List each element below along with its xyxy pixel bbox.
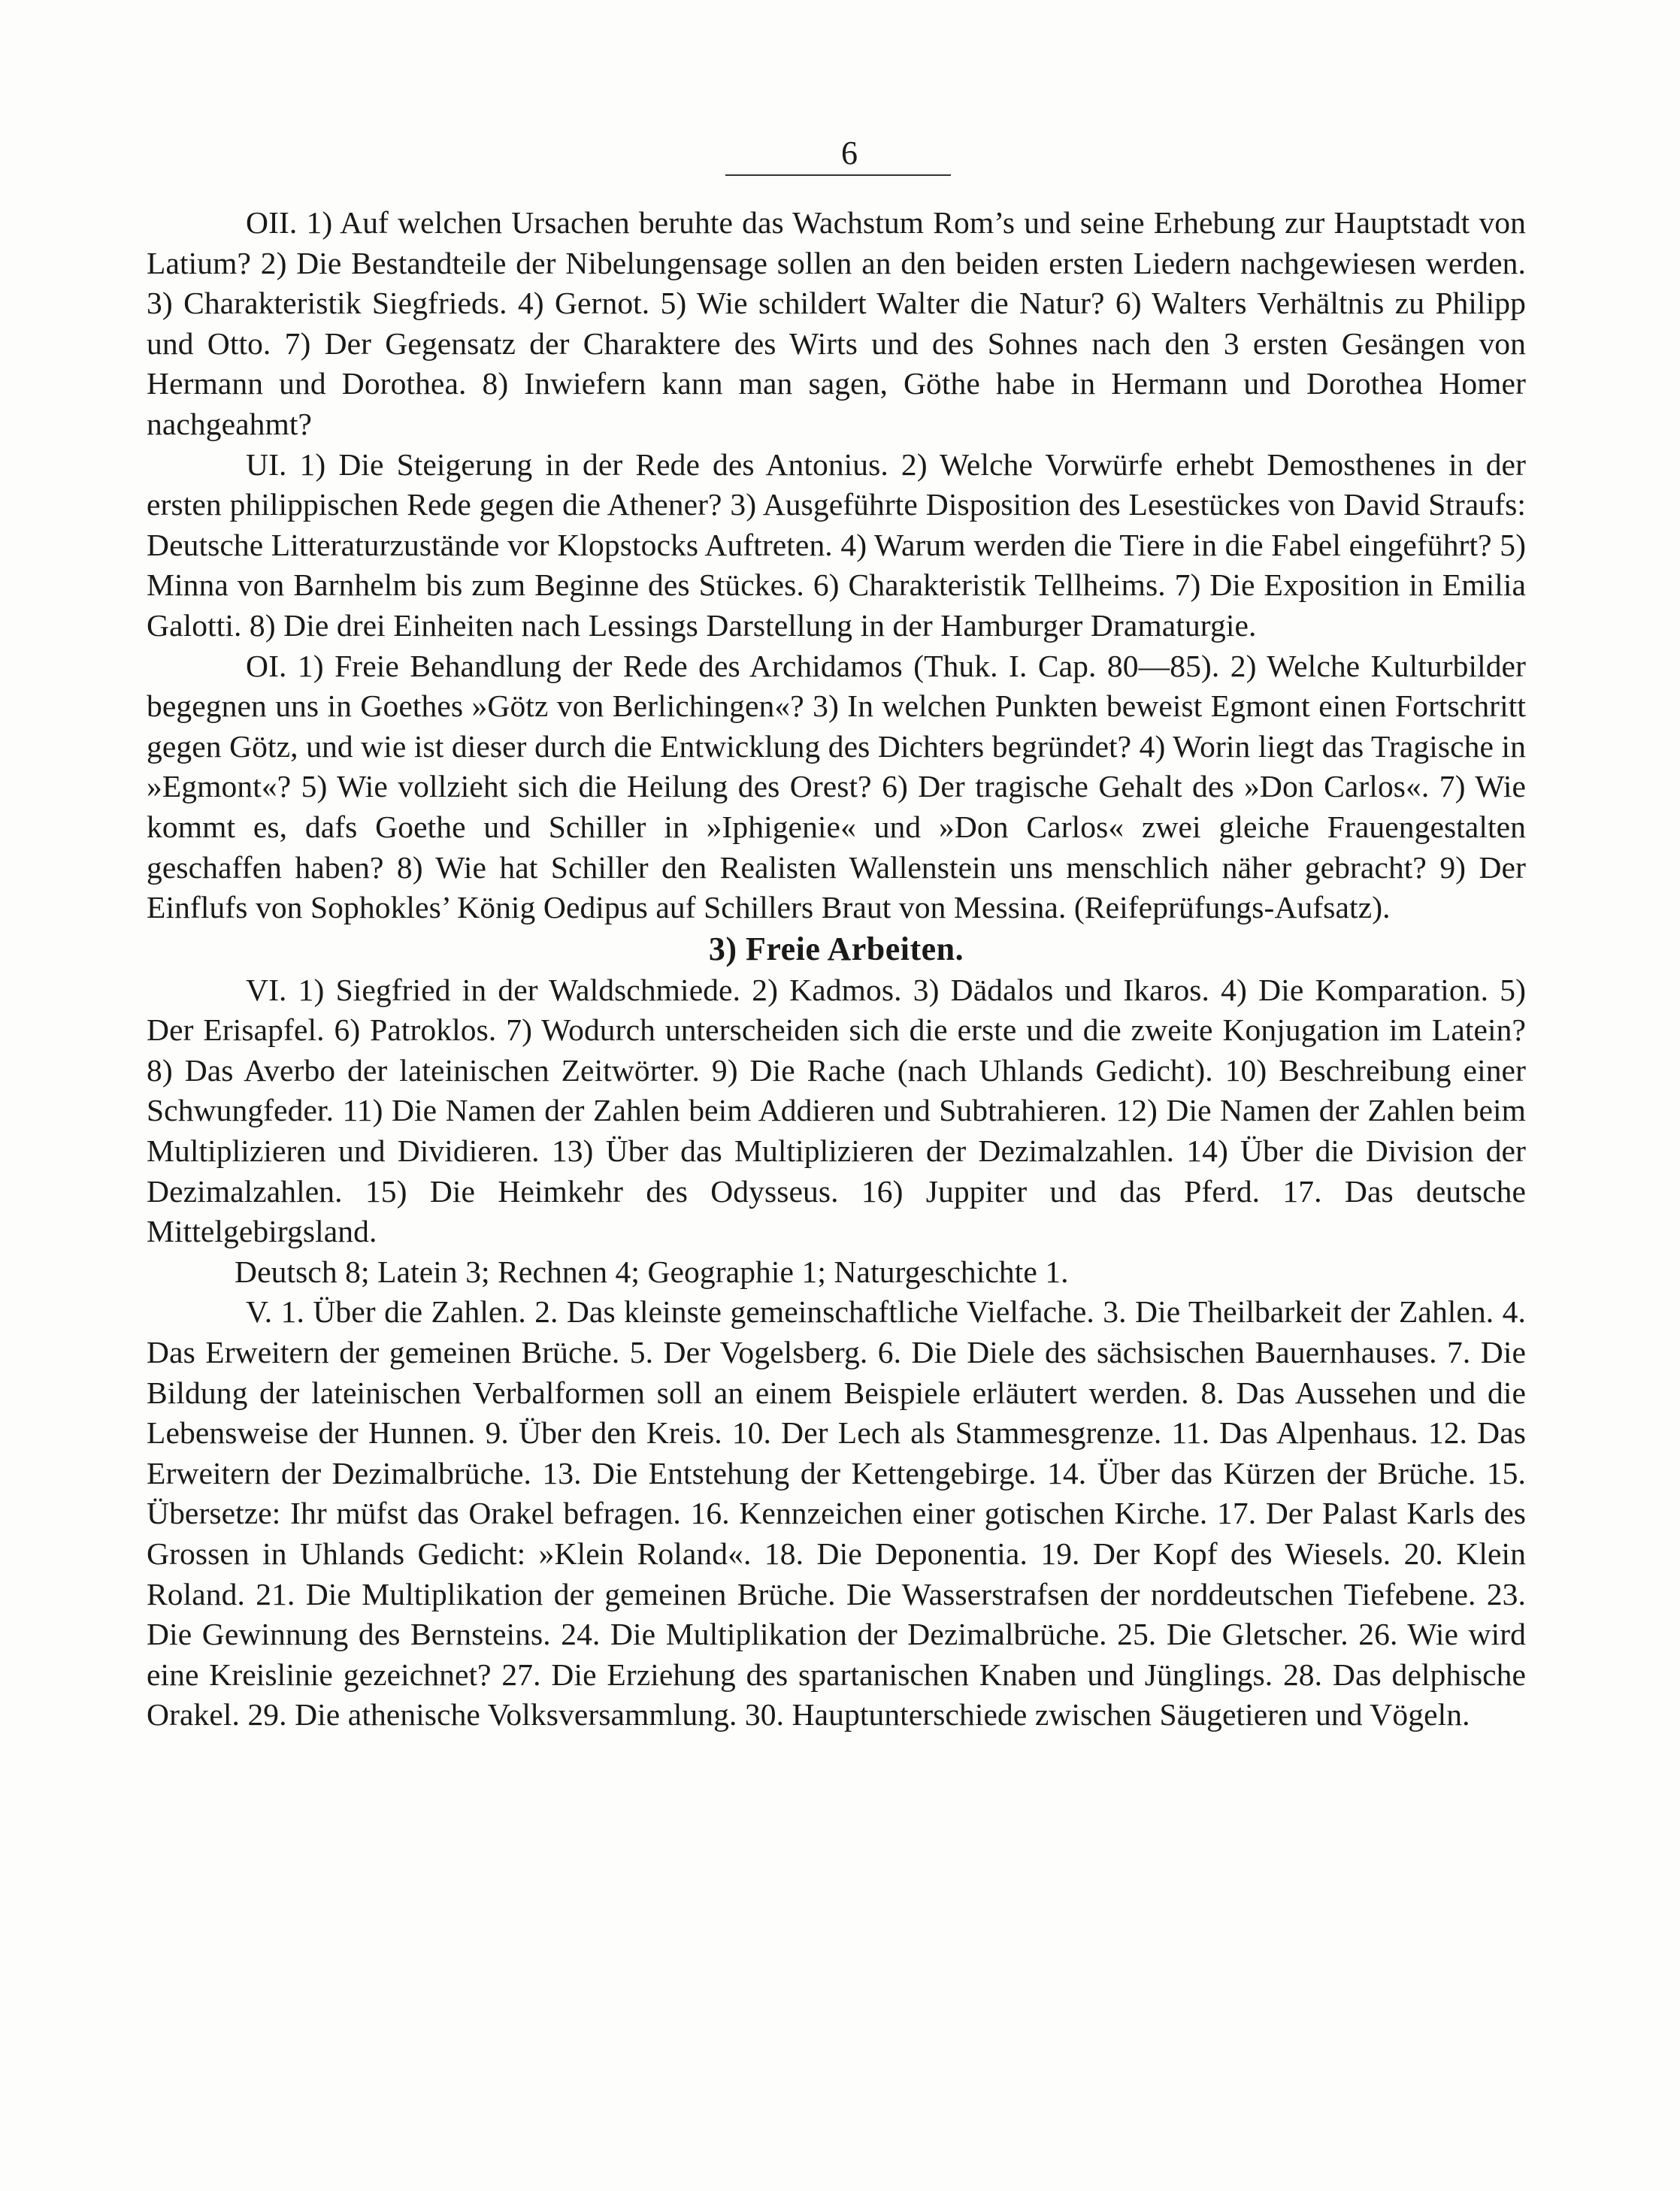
- header-rule: [725, 174, 951, 176]
- section-heading: 3) Freie Arbeiten.: [708, 930, 964, 967]
- paragraph-vi-counts: Deutsch 8; Latein 3; Rechnen 4; Geographie 1; Naturgeschichte 1.: [235, 1254, 1069, 1289]
- paragraph-v: V. 1. Über die Zahlen. 2. Das kleinste gemeinschaftliche Vielfache. 3. Die Theilbarkeit der Zahlen. 4. Das Erweitern der gemeinen Brüche. 5. Der Vogelsberg. 6. Die Diele des sächsischen Bauernhauses. 7. Die Bildung der lateinischen Verbalformen soll an einem Beispiele erläutert werden. 8. Das Aussehen und die Lebensweise der Hunnen. 9. Über den Kreis. 10. Der Lech als Stammesgrenze. 11. Das Alpenhaus. 12. Das Erweitern der Dezimalbrüche. 13. Die Entstehung der Kettengebirge. 14. Über das Kürzen der Brüche. 15. Übersetze: Ihr müfst das Orakel befragen. 16. Kennzeichen einer gotischen Kirche. 17. Der Palast Karls des Grossen in Uhlands Gedicht: »Klein Roland«. 18. Die Deponentia. 19. Der Kopf des Wiesels. 20. Klein Roland. 21. Die Multiplikation der gemeinen Brüche. Die Wasserstrafsen der norddeutschen Tiefebene. 23. Die Gewinnung des Bernsteins. 24. Die Multiplikation der Dezimalbrüche. 25. Die Gletscher. 26. Wie wird eine Kreislinie gezeichnet? 27. Die Erziehung des spartanischen Knaben und Jünglings. 28. Das delphische Orakel. 29. Die athenische Volksversammlung. 30. Hauptunterschiede zwischen Säugetieren und Vögeln.: [147, 1294, 1526, 1733]
- paragraph-vi: VI. 1) Siegfried in der Waldschmiede. 2) Kadmos. 3) Dädalos und Ikaros. 4) Die Komparation. 5) Der Erisapfel. 6) Patroklos. 7) Wodurch unterscheiden sich die erste und die zweite Konjugation im Latein? 8) Das Averbo der lateinischen Zeitwörter. 9) Die Rache (nach Uhlands Gedicht). 10) Beschreibung einer Schwungfeder. 11) Die Namen der Zahlen beim Addieren und Subtrahieren. 12) Die Namen der Zahlen beim Multiplizieren und Dividieren. 13) Über das Multiplizieren der Dezimalzahlen. 14) Über die Division der Dezimalzahlen. 15) Die Heimkehr des Odysseus. 16) Juppiter und das Pferd. 17. Das deutsche Mittelgebirgsland.: [147, 972, 1526, 1249]
- paragraph-oi: OI. 1) Freie Behandlung der Rede des Archidamos (Thuk. I. Cap. 80—85). 2) Welche Kulturbilder begegnen uns in Goethes »Götz von Berlichingen«? 3) In welchen Punkten beweist Egmont einen Fortschritt gegen Götz, und wie ist dieser durch die Entwicklung des Dichters begründet? 4) Worin liegt das Tragische in »Egmont«? 5) Wie vollzieht sich die Heilung des Orest? 6) Der tragische Gehalt des »Don Carlos«. 7) Wie kommt es, dafs Goethe und Schiller in »Iphigenie« und »Don Carlos« zwei gleiche Frauengestalten geschaffen haben? 8) Wie hat Schiller den Realisten Wallenstein uns menschlich näher gebracht? 9) Der Einflufs von Sophokles’ König Oedipus auf Schillers Braut von Messina. (Reifeprüfungs-Aufsatz).: [147, 648, 1526, 925]
- body-text: [147, 203, 1526, 1736]
- paragraph-oii: OII. 1) Auf welchen Ursachen beruhte das Wachstum Rom’s und seine Erhebung zur Hauptstadt von Latium? 2) Die Bestandteile der Nibelungensage sollen an den beiden ersten Liedern nachgewiesen werden. 3) Charakteristik Siegfrieds. 4) Gernot. 5) Wie schildert Walter die Natur? 6) Walters Verhältnis zu Philipp und Otto. 7) Der Gegensatz der Charaktere des Wirts und des Sohnes nach den 3 ersten Gesängen von Hermann und Dorothea. 8) Inwiefern kann man sagen, Göthe habe in Hermann und Dorothea Homer nachgeahmt?: [147, 205, 1526, 441]
- page-number: 6: [841, 135, 858, 171]
- paragraph-ui: UI. 1) Die Steigerung in der Rede des Antonius. 2) Welche Vorwürfe erhebt Demosthenes in der ersten philippischen Rede gegen die Athener? 3) Ausgeführte Disposition des Lesestückes von David Straufs: Deutsche Litteraturzustände vor Klopstocks Auftreten. 4) Warum werden die Tiere in die Fabel eingeführt? 5) Minna von Barnhelm bis zum Beginne des Stückes. 6) Charakteristik Tellheims. 7) Die Exposition in Emilia Galotti. 8) Die drei Einheiten nach Lessings Darstellung in der Hamburger Dramaturgie.: [147, 446, 1526, 643]
